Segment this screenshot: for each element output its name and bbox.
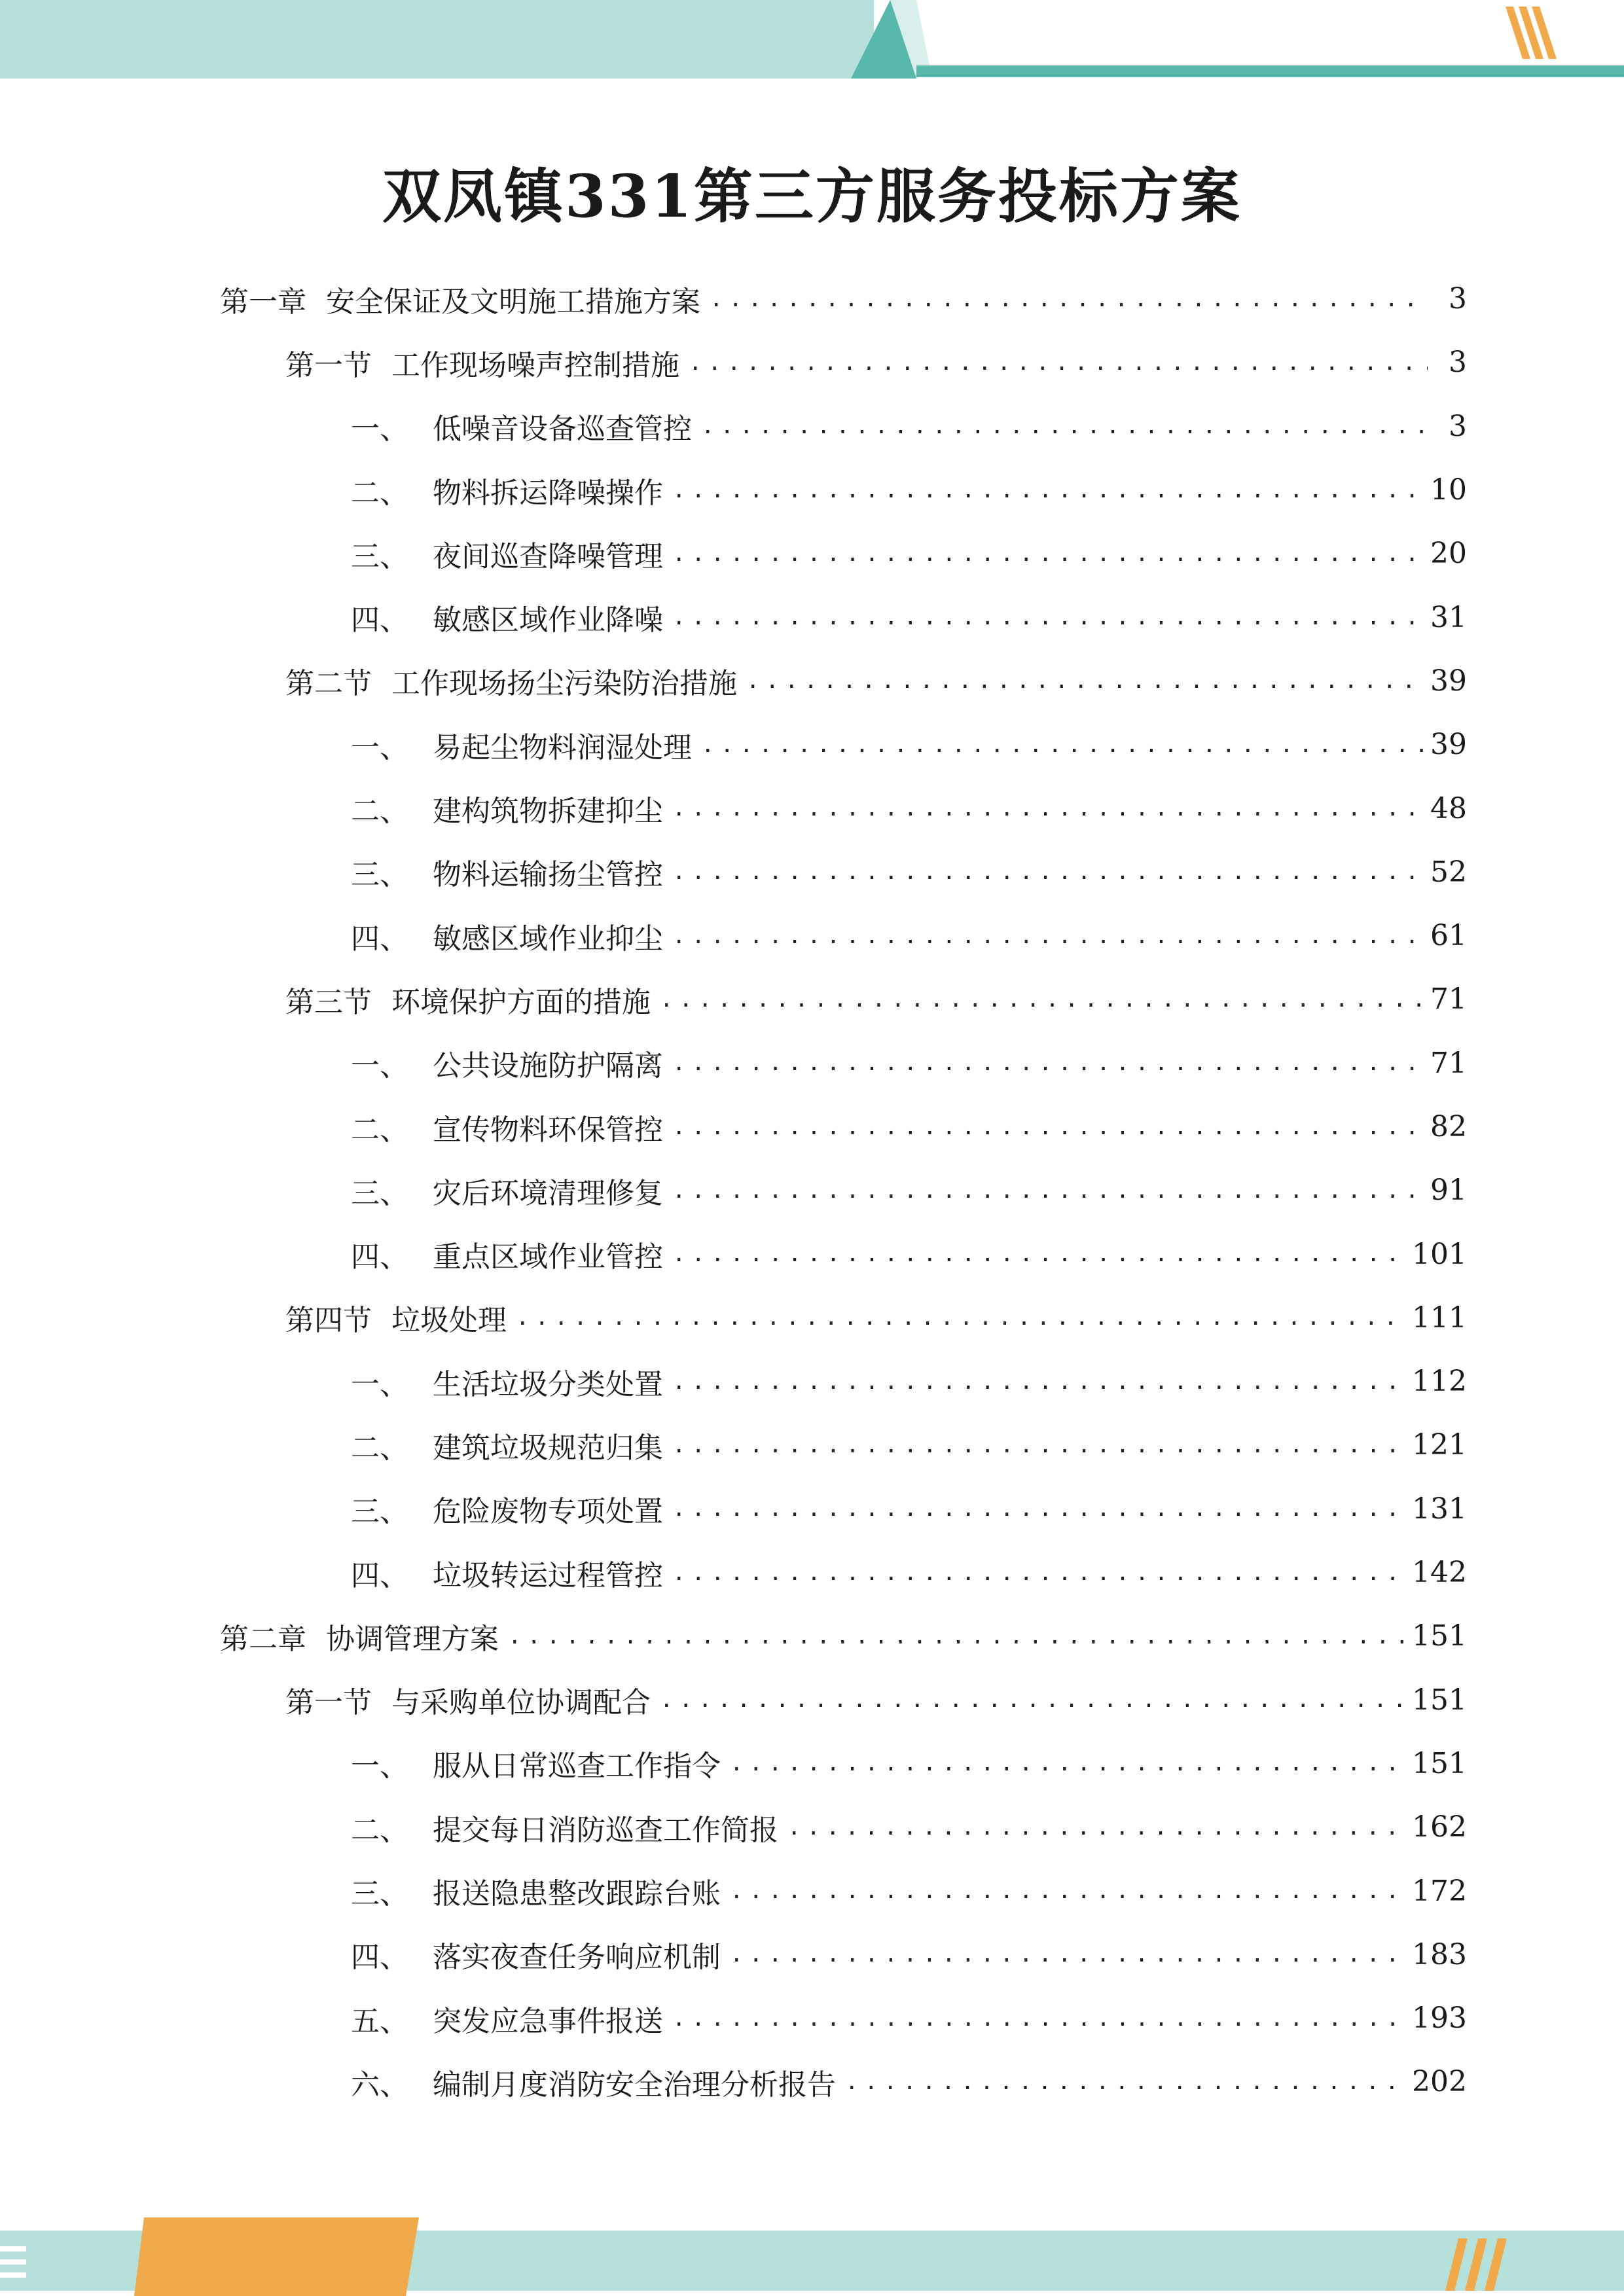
toc-entry-title: 报送隐患整改跟踪台账: [433, 1877, 721, 1911]
toc-page-number: 131: [1412, 1492, 1467, 1526]
toc-entry-number: 二、: [351, 1113, 408, 1147]
toc-page-number: 82: [1430, 1110, 1467, 1143]
toc-page-number: 183: [1412, 1937, 1467, 1971]
toc-entry-title: 服从日常巡查工作指令: [433, 1749, 721, 1784]
toc-entry-number: 第三节: [285, 985, 372, 1019]
toc-page-number: 39: [1430, 664, 1467, 698]
toc-dot-leader: [672, 1496, 1405, 1522]
toc-dot-leader: [660, 986, 1424, 1013]
toc-entry-title: 安全保证及文明施工措施方案: [326, 285, 700, 319]
toc-page-number: 91: [1430, 1174, 1467, 1208]
toc-entry-number: 一、: [351, 412, 408, 446]
toc-dot-leader: [672, 477, 1424, 503]
toc-page-number: 10: [1430, 473, 1467, 507]
toc-entry-number: 四、: [351, 1240, 408, 1274]
toc-entry[interactable]: [0, 1668, 1624, 1732]
toc-entry-title: 生活垃圾分类处置: [433, 1367, 663, 1401]
toc-dot-leader: [710, 286, 1428, 312]
toc-entry[interactable]: [0, 1158, 1624, 1222]
toc-entry-title: 物料拆运降噪操作: [433, 476, 663, 510]
toc-page-number: 121: [1412, 1428, 1467, 1462]
toc-entry-title: 敏感区域作业抑尘: [433, 922, 663, 956]
toc-entry-number: 四、: [351, 1558, 408, 1592]
toc-entry[interactable]: [0, 649, 1624, 713]
toc-entry-number: 六、: [351, 2068, 408, 2102]
toc-entry[interactable]: [0, 713, 1624, 776]
toc-page-number: 142: [1412, 1556, 1467, 1590]
toc-entry[interactable]: [0, 1413, 1624, 1477]
toc-entry-title: 敏感区域作业降噪: [433, 603, 663, 637]
toc-entry-number: 五、: [351, 2004, 408, 2038]
toc-entry-title: 易起尘物料润湿处理: [433, 730, 692, 764]
toc-entry[interactable]: [0, 522, 1624, 585]
toc-entry[interactable]: [0, 458, 1624, 522]
top-decorative-banner: [0, 0, 1624, 92]
toc-entry-title: 提交每日消防巡查工作简报: [433, 1813, 778, 1847]
toc-page-number: 71: [1430, 982, 1467, 1016]
toc-entry[interactable]: [0, 1859, 1624, 1922]
toc-dot-leader: [689, 350, 1428, 376]
toc-entry-title: 编制月度消防安全治理分析报告: [433, 2068, 836, 2102]
toc-page-number: 151: [1412, 1746, 1467, 1780]
toc-entry-title: 公共设施防护隔离: [433, 1049, 663, 1083]
toc-entry-number: 第四节: [285, 1304, 372, 1338]
toc-page-number: 172: [1412, 1874, 1467, 1908]
toc-entry-number: 四、: [351, 603, 408, 637]
toc-entry-number: 三、: [351, 1877, 408, 1911]
toc-entry-number: 第一节: [285, 348, 372, 382]
toc-page-number: 151: [1412, 1619, 1467, 1653]
toc-dot-leader: [660, 1687, 1405, 1713]
toc-dot-leader: [701, 732, 1424, 758]
toc-dot-leader: [746, 668, 1424, 694]
toc-entry-number: 一、: [351, 730, 408, 764]
toc-page-number: 31: [1430, 600, 1467, 634]
toc-entry-number: 三、: [351, 858, 408, 892]
toc-entry-number: 第一节: [285, 1686, 372, 1720]
toc-page-number: 162: [1412, 1810, 1467, 1844]
toc-entry-number: 一、: [351, 1367, 408, 1401]
toc-entry-number: 一、: [351, 1049, 408, 1083]
toc-dot-leader: [730, 1750, 1405, 1776]
toc-entry-title: 环境保护方面的措施: [391, 985, 651, 1019]
toc-entry[interactable]: [0, 1350, 1624, 1413]
toc-dot-leader: [672, 2005, 1405, 2032]
toc-entry-title: 宣传物料环保管控: [433, 1113, 663, 1147]
toc-entry-title: 与采购单位协调配合: [391, 1686, 651, 1720]
toc-entry-number: 第一章: [220, 285, 306, 319]
toc-entry[interactable]: [0, 1732, 1624, 1795]
toc-entry-number: 三、: [351, 1176, 408, 1210]
toc-page-number: 61: [1430, 919, 1467, 953]
toc-page-number: 202: [1412, 2065, 1467, 2099]
stripe-mark-icon: [1506, 7, 1557, 59]
toc-entry[interactable]: [0, 267, 1624, 331]
toc-page-number: 3: [1449, 409, 1467, 443]
toc-entry[interactable]: [0, 1986, 1624, 2050]
toc-entry-number: 三、: [351, 1495, 408, 1529]
toc-dot-leader: [787, 1814, 1405, 1840]
toc-entry[interactable]: [0, 1477, 1624, 1541]
toc-dot-leader: [672, 1177, 1424, 1204]
toc-dot-leader: [672, 795, 1424, 821]
toc-dot-leader: [845, 2069, 1405, 2095]
toc-entry[interactable]: [0, 1286, 1624, 1350]
toc-entry[interactable]: [0, 1095, 1624, 1158]
toc-page-number: 111: [1412, 1300, 1467, 1335]
toc-dot-leader: [516, 1304, 1405, 1331]
toc-entry-title: 低噪音设备巡查管控: [433, 412, 692, 446]
stripe-mark-icon: [1445, 2238, 1507, 2291]
toc-page-number: 71: [1430, 1046, 1467, 1080]
document-title: 双凤镇331第三方服务投标方案: [382, 162, 1242, 231]
toc-entry[interactable]: [0, 1795, 1624, 1859]
toc-entry-title: 垃圾转运过程管控: [433, 1558, 663, 1592]
toc-entry-title: 工作现场扬尘污染防治措施: [391, 667, 737, 701]
toc-entry-title: 协调管理方案: [326, 1622, 499, 1656]
toc-dot-leader: [672, 604, 1424, 630]
toc-entry-number: 三、: [351, 539, 408, 573]
toc-entry-title: 工作现场噪声控制措施: [391, 348, 679, 382]
toc-entry[interactable]: [0, 1541, 1624, 1604]
toc-page-number: 52: [1430, 855, 1467, 889]
toc-entry[interactable]: [0, 967, 1624, 1031]
list-lines-icon: [0, 2246, 26, 2278]
toc-dot-leader: [672, 541, 1424, 567]
toc-dot-leader: [508, 1623, 1405, 1649]
toc-entry[interactable]: [0, 331, 1624, 394]
toc-entry-title: 夜间巡查降噪管理: [433, 539, 663, 573]
toc-page-number: 48: [1430, 791, 1467, 825]
toc-entry[interactable]: [0, 776, 1624, 840]
toc-dot-leader: [672, 1560, 1405, 1586]
bottom-decorative-banner: [0, 2212, 1624, 2296]
toc-dot-leader: [672, 1369, 1405, 1395]
toc-entry[interactable]: [0, 1031, 1624, 1095]
toc-dot-leader: [672, 1114, 1424, 1140]
toc-page-number: 193: [1412, 2001, 1467, 2036]
toc-entry[interactable]: [0, 840, 1624, 904]
toc-entry[interactable]: [0, 2050, 1624, 2113]
toc-entry-title: 建构筑物拆建抑尘: [433, 795, 663, 829]
toc-entry[interactable]: [0, 1604, 1624, 1668]
toc-entry-title: 突发应急事件报送: [433, 2004, 663, 2038]
toc-dot-leader: [701, 413, 1428, 439]
toc-entry[interactable]: [0, 395, 1624, 458]
toc-entry-title: 危险废物专项处置: [433, 1495, 663, 1529]
toc-page-number: 3: [1449, 346, 1467, 380]
toc-page-number: 101: [1412, 1237, 1467, 1271]
toc-entry-number: 二、: [351, 1813, 408, 1847]
toc-entry-number: 二、: [351, 476, 408, 510]
toc-entry[interactable]: [0, 904, 1624, 967]
toc-entry-title: 灾后环境清理修复: [433, 1176, 663, 1210]
toc-dot-leader: [730, 1941, 1405, 1967]
toc-page-number: 3: [1449, 282, 1467, 316]
toc-page-number: 151: [1412, 1683, 1467, 1717]
toc-dot-leader: [672, 1432, 1405, 1458]
toc-entry-title: 垃圾处理: [391, 1304, 507, 1338]
toc-entry-number: 二、: [351, 795, 408, 829]
toc-entry[interactable]: [0, 585, 1624, 649]
toc-dot-leader: [672, 1050, 1424, 1076]
toc-page-number: 39: [1430, 728, 1467, 762]
toc-entry-title: 物料运输扬尘管控: [433, 858, 663, 892]
toc-entry-title: 落实夜查任务响应机制: [433, 1941, 721, 1975]
toc-entry-number: 一、: [351, 1749, 408, 1784]
toc-dot-leader: [672, 859, 1424, 885]
toc-entry-title: 建筑垃圾规范归集: [433, 1431, 663, 1465]
toc-entry[interactable]: [0, 1923, 1624, 1986]
toc-page-number: 112: [1412, 1365, 1467, 1399]
toc-entry-number: 四、: [351, 922, 408, 956]
table-of-contents: [0, 267, 1624, 2114]
toc-entry-number: 第二章: [220, 1622, 306, 1656]
toc-dot-leader: [672, 1241, 1405, 1267]
toc-entry-title: 重点区域作业管控: [433, 1240, 663, 1274]
toc-entry-number: 第二节: [285, 667, 372, 701]
toc-dot-leader: [672, 923, 1424, 949]
toc-page-number: 20: [1430, 537, 1467, 571]
toc-entry-number: 二、: [351, 1431, 408, 1465]
toc-dot-leader: [730, 1878, 1405, 1904]
toc-entry-number: 四、: [351, 1941, 408, 1975]
toc-entry[interactable]: [0, 1222, 1624, 1285]
